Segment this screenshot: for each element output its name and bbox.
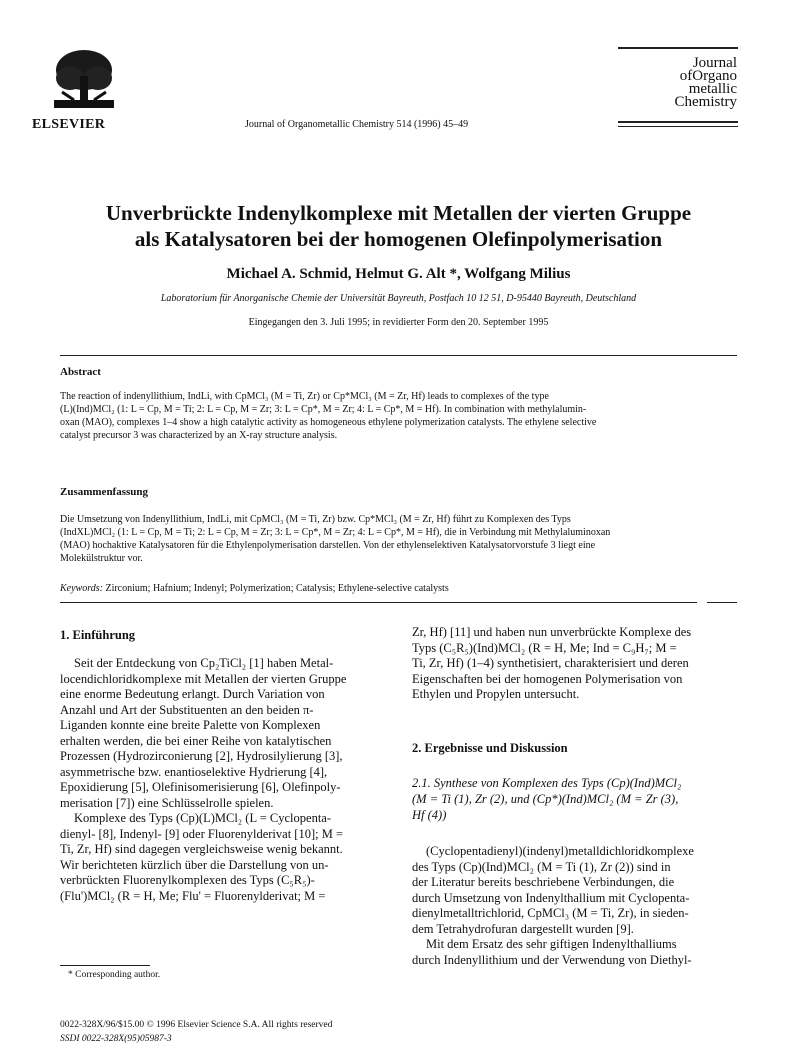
zusammenfassung-heading: Zusammenfassung (60, 486, 149, 498)
section-rule-tail (707, 602, 737, 603)
text-line: Mit dem Ersatz des sehr giftigen Indenylthalliums (426, 937, 677, 951)
ssdi-line: SSDI 0022-328X(95)05987-3 (60, 1034, 172, 1044)
text-line: Prozessen (Hydrozirconierung [2], Hydrosilylierung [3], (60, 749, 343, 763)
subheading-line: 2.1. Synthese von Komplexen des Typs (Cp)(Ind)MCl₂ (412, 776, 682, 790)
journal-title-line: metallic (688, 81, 737, 97)
keywords-label: Keywords: (60, 583, 103, 594)
abstract-line: The reaction of indenyllithium, IndLi, with CpMCl₃ (M = Ti, Zr) or Cp*MCl₃ (M = Zr, Hf) leads to complexes of the type (60, 391, 549, 402)
right-text-top (412, 625, 738, 703)
text-line: dienylmetalltrichlorid, CpMCl₃ (M = Ti, Zr), in sieden- (412, 906, 689, 920)
text-line: durch Indenyllithium und der Verwendung von Diethyl- (412, 952, 692, 967)
abstract-line: catalyst precursor 3 was characterized by an X-ray structure analysis. (60, 430, 338, 441)
text-line: locendichloridkomplexe mit Metallen der vierten Gruppe (60, 671, 347, 686)
text-line: Liganden konnte eine breite Palette von Komplexen (60, 718, 321, 732)
title-line: als Katalysatoren bei der homogenen Olefinpolymerisation (134, 227, 663, 251)
journal-title-line: Journal (692, 55, 737, 71)
text-line: Ethylen und Propylen untersucht. (412, 687, 580, 701)
text-line: Zr, Hf) [11] und haben nun unverbrückte Komplexe des (412, 625, 692, 639)
received-dates: Eingegangen den 3. Juli 1995; in revidierter Form den 20. September 1995 (248, 317, 549, 328)
journal-rule-mid (618, 121, 738, 123)
text-line: Epoxidierung [5], Olefinisomerisierung [6], Olefinpoly- (60, 780, 341, 794)
zusammenfassung-line: (MAO) hochaktive Katalysatoren für die Ethylenpolymerisation darstellen. Von der ethylenselektiven Katalysatorvorstufe 3 liegt eine (60, 540, 596, 551)
section-rule (60, 602, 697, 603)
journal-rule-bottom (618, 126, 738, 127)
footnote-rule (60, 965, 150, 966)
results-heading: 2. Ergebnisse und Diskussion (412, 741, 568, 755)
journal-rule-top (618, 47, 738, 49)
intro-text (60, 656, 388, 904)
corresponding-footnote: * Corresponding author. (68, 970, 161, 980)
zusammenfassung-line: Molekülstruktur vor. (60, 553, 143, 564)
subheading-line: Hf (4)) (412, 808, 447, 822)
keywords (60, 583, 449, 594)
text-line: Komplexe des Typs (Cp)(L)MCl₂ (L = Cyclopenta- (74, 811, 332, 825)
journal-citation: Journal of Organometallic Chemistry 514 (1996) 45–49 (245, 119, 469, 130)
text-line: Seit der Entdeckung von Cp₂TiCl₂ [1] haben Metal- (74, 656, 334, 670)
authors: Michael A. Schmid, Helmut G. Alt *, Wolfgang Milius (226, 266, 571, 282)
journal-title-line: Chemistry (674, 94, 737, 110)
abstract-heading: Abstract (60, 366, 101, 378)
subheading-line: (M = Ti (1), Zr (2), und (Cp*)(Ind)MCl₂ (M = Zr (3), (412, 792, 679, 806)
synthesis-subheading (412, 775, 738, 823)
text-line: dem Tetrahydrofuran dargestellt wurden [9]. (412, 921, 634, 936)
elsevier-tree-logo (52, 48, 116, 110)
intro-heading: 1. Einführung (60, 628, 136, 642)
keywords-text: Zirconium; Hafnium; Indenyl; Polymerization; Catalysis; Ethylene-selective catalysts (102, 583, 449, 594)
text-line: eine enorme Bedeutung erlangt. Durch Variation von (60, 687, 325, 701)
text-line: Typs (C₅R₅)(Ind)MCl₂ (R = H, Me; Ind = C₉H₇; M = (412, 640, 677, 655)
text-line: Eigenschaften bei der homogenen Polymerisation von (412, 671, 683, 686)
title-line: Unverbrückte Indenylkomplexe mit Metallen der vierten Gruppe (105, 201, 692, 225)
text-line: asymmetrische bzw. enantioselektive Hydrierung [4], (60, 764, 328, 779)
zusammenfassung-line: (IndXL)MCl₂ (1: L = Cp, M = Ti; 2: L = Cp, M = Zr; 3: L = Cp*, M = Zr; 4: L = Cp*, M = Hf), die in Verbindung mit Methylaluminoxan (60, 527, 611, 538)
text-line: durch Umsetzung von Indenylthallium mit Cyclopenta- (412, 890, 690, 905)
text-line: (Cyclopentadienyl)(indenyl)metalldichloridkomplexe (426, 844, 694, 858)
text-line: des Typs (Cp)(Ind)MCl₂ (M = Ti (1), Zr (2)) sind in (412, 859, 671, 874)
text-line: der Literatur bereits beschriebene Verbindungen, die (412, 875, 675, 889)
article-title (0, 200, 797, 252)
text-line: erhalten werden, die bei einer Reihe von katalytischen (60, 733, 332, 748)
abstract-line: (L)(Ind)MCl₂ (1: L = Cp, M = Ti; 2: L = Cp, M = Zr; 3: L = Cp*, M = Zr; 4: L = Cp*, M = Hf). In combination with methylalumin- (60, 404, 587, 415)
text-line: Anzahl und Art der Substituenten an den beiden π- (60, 702, 314, 717)
copyright-line: 0022-328X/96/$15.00 © 1996 Elsevier Science S.A. All rights reserved (60, 1020, 333, 1030)
abstract-rule (60, 355, 737, 356)
text-line: Wir berichteten kürzlich über die Darstellung von un- (60, 857, 329, 872)
abstract-line: oxan (MAO), complexes 1–4 show a high catalytic activity as homogeneous ethylene polymerization catalysts. The ethylene selective (60, 417, 597, 428)
affiliation: Laboratorium für Anorganische Chemie der Universität Bayreuth, Postfach 10 12 51, D-95440 Bayreuth, Deutschland (160, 293, 637, 304)
text-line: Ti, Zr, Hf) sind dagegen vergleichsweise wenig bekannt. (60, 842, 343, 856)
zusammenfassung-body (60, 513, 737, 565)
text-line: verbrückten Fluorenylkomplexen des Typs (C₅R₅)- (60, 873, 315, 887)
zusammenfassung-line: Die Umsetzung von Indenyllithium, IndLi, mit CpMCl₃ (M = Ti, Zr) bzw. Cp*MCl₃ (M = Zr, Hf) führt zu Komplexen des Typs (60, 514, 571, 525)
journal-title-line: ofOrgano (679, 68, 737, 84)
journal-title-logo (675, 57, 738, 109)
text-line: merisation [7]) eine Schlüsselrolle spielen. (60, 795, 274, 810)
abstract-body (60, 390, 737, 442)
text-line: dienyl- [8], Indenyl- [9] oder Fluorenylderivat [10]; M = (60, 826, 344, 841)
right-text-bottom (412, 844, 738, 968)
text-line: Ti, Zr, Hf) (1–4) synthetisiert, charakterisiert und deren (412, 656, 689, 670)
text-line: (Flu')MCl₂ (R = H, Me; Flu' = Fluorenylderivat; M = (60, 888, 326, 903)
publisher-name: ELSEVIER (32, 117, 106, 132)
